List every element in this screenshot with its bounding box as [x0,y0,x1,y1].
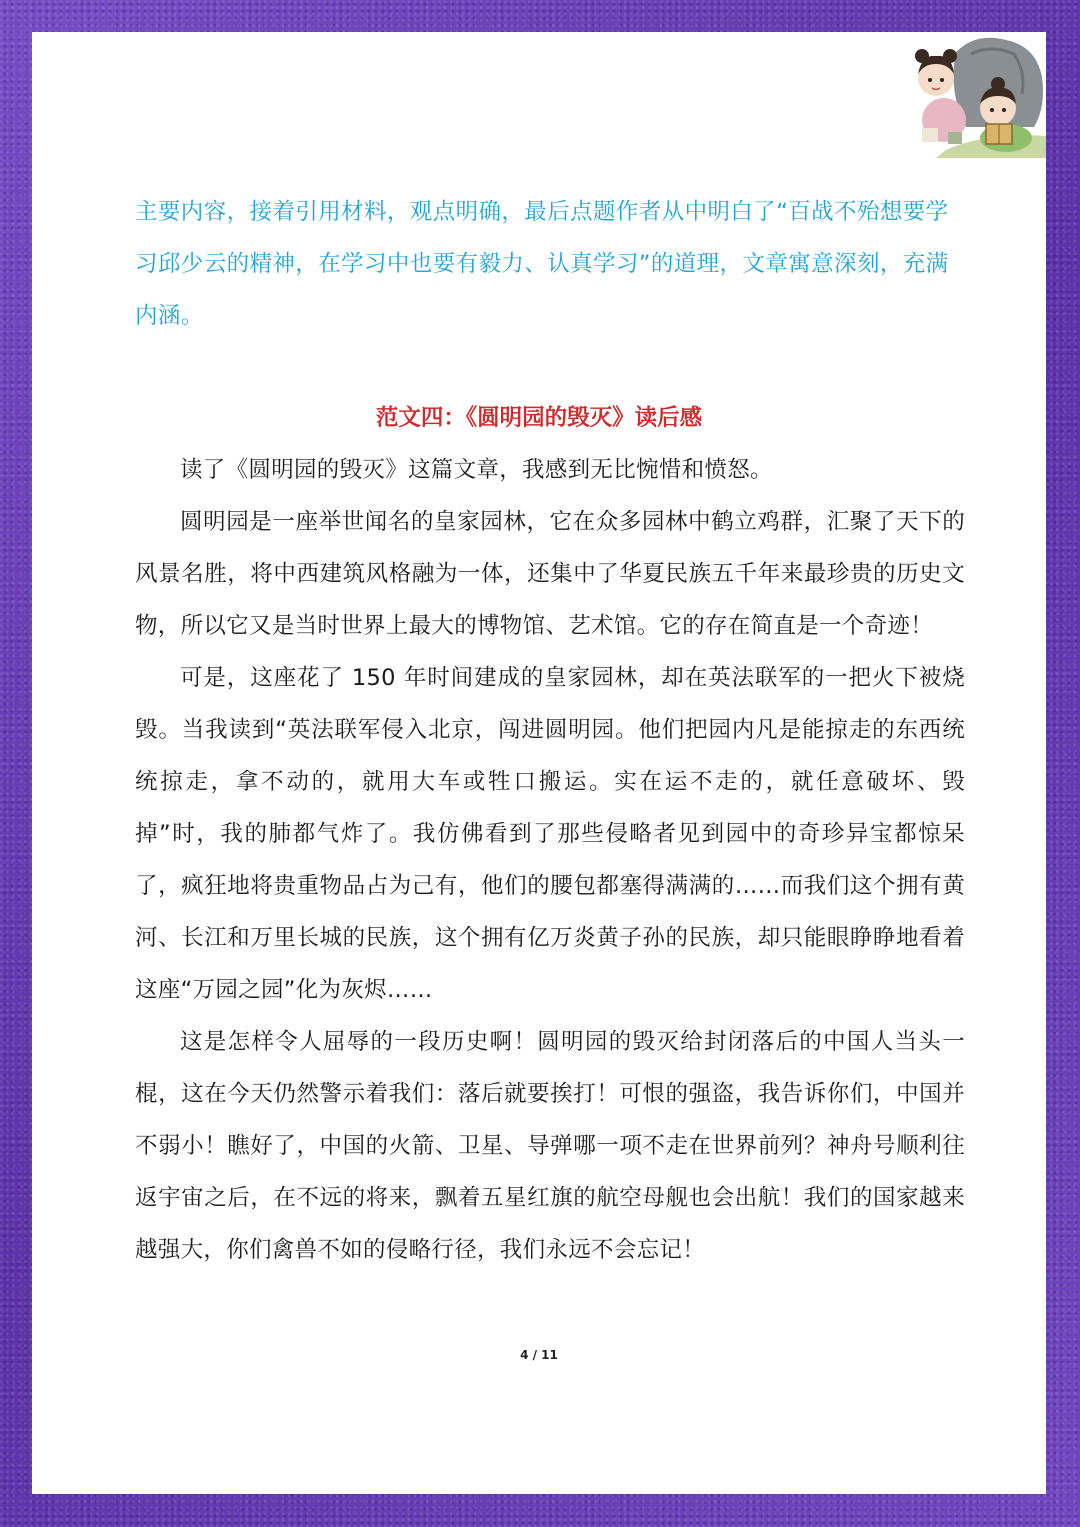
essay-paragraph: 可是，这座花了 150 年时间建成的皇家园林，却在英法联军的一把火下被烧毁。当我读到“英法联军侵入北京，闯进圆明园。他们把园内凡是能掠走的东西统统掠走，拿不动的，就用大车或牲口搬运。实在运不走的，就任意破坏、毁掉”时，我的肺都气炸了。我仿佛看到了那些侵略者见到园中的奇珍异宝都惊呆了，疯狂地将贵重物品占为己有，他们的腰包都塞得满满的……而我们这个拥有黄河、长江和万里长城的民族，这个拥有亿万炎黄子孙的民族，却只能眼睁睁地看着这座“万园之园”化为灰烬…… [135,665,965,1003]
reading-children-illustration [896,32,1046,158]
essay-paragraph: 圆明园是一座举世闻名的皇家园林，它在众多园林中鹤立鸡群，汇聚了天下的风景名胜，将中西建筑风格融为一体，还集中了华夏民族五千年来最珍贵的历史文物，所以它又是当时世界上最大的博物馆、艺术馆。它的存在简直是一个奇迹！ [135,509,965,639]
essay-paragraph: 这是怎样令人屈辱的一段历史啊！圆明园的毁灭给封闭落后的中国人当头一棍，这在今天仍然警示着我们：落后就要挨打！可恨的强盗，我告诉你们，中国并不弱小！瞧好了，中国的火箭、卫星、导弹哪一项不走在世界前列？神舟号顺利往返宇宙之后，在不远的将来，飘着五星红旗的航空母舰也会出航！我们的国家越来越强大，你们禽兽不如的侵略行径，我们永远不会忘记！ [135,1029,965,1263]
essay-paragraph: 读了《圆明园的毁灭》这篇文章，我感到无比惋惜和愤怒。 [180,457,773,483]
essay-title: 范文四：《圆明园的毁灭》读后感 [375,405,703,431]
essay-body [135,444,965,1276]
comment-paragraph: 主要内容，接着引用材料，观点明确，最后点题作者从中明白了“百战不殆想要学习邱少云的精神，在学习中也要有毅力、认真学习”的道理，文章寓意深刻，充满内涵。 [135,199,949,329]
page-number: 4 / 11 [520,1348,558,1362]
page-paper [32,32,1046,1494]
